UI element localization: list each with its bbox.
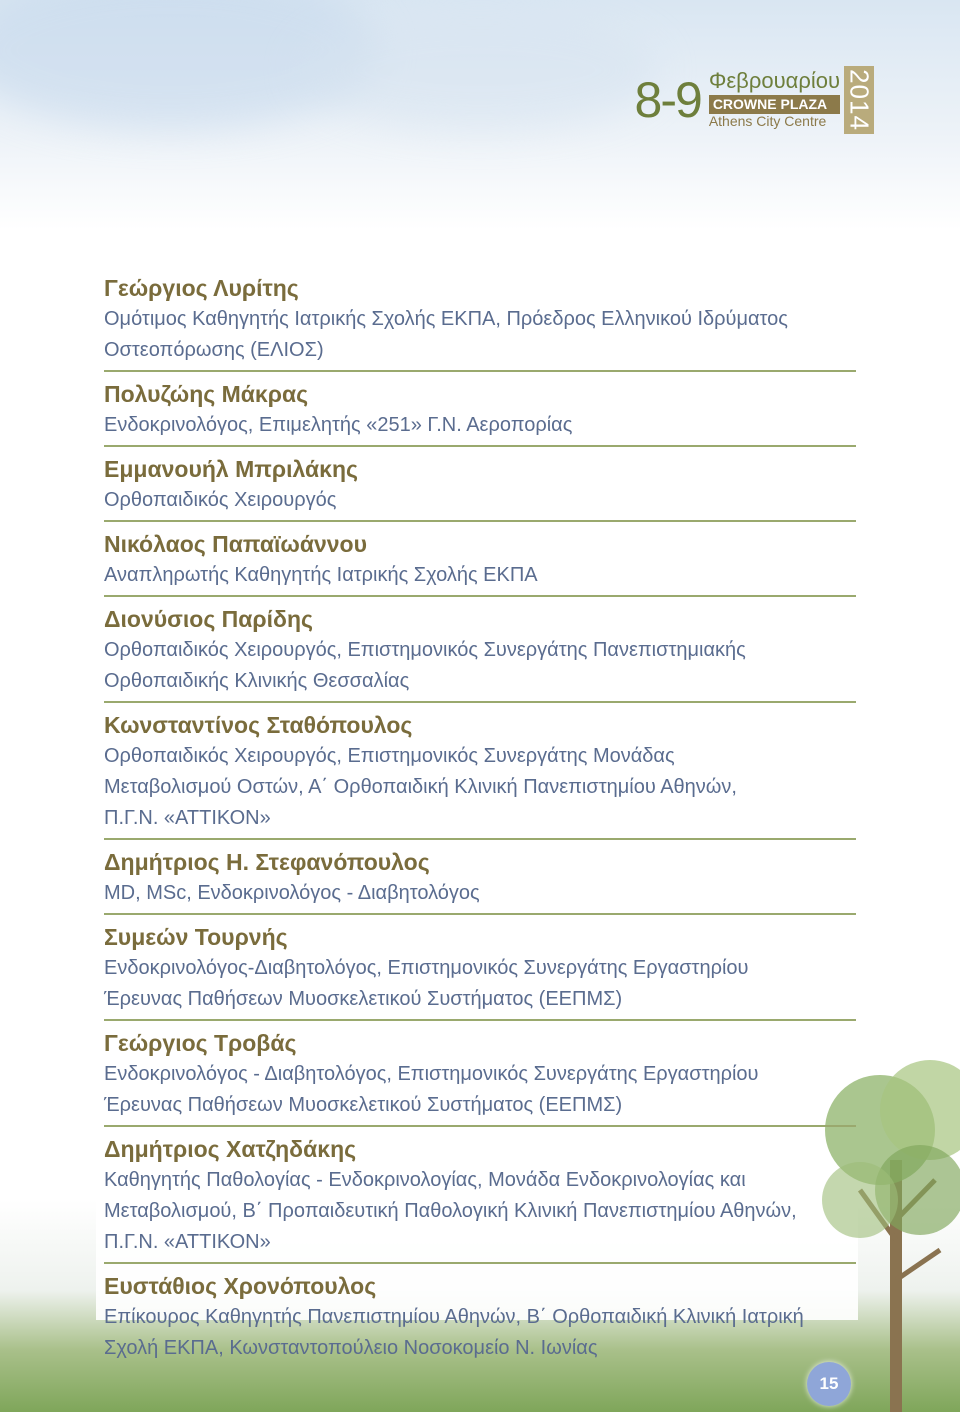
speaker-entry [104,453,856,522]
event-header [635,64,874,136]
event-year: 2014 [844,69,875,131]
event-year-box [844,66,874,134]
speaker-name: Ευστάθιος Χρονόπουλος [104,1273,377,1299]
speaker-name: Διονύσιος Παρίδης [104,606,313,632]
speaker-description-line: Καθηγητής Παθολογίας - Ενδοκρινολογίας, Μονάδα Ενδοκρινολογίας και [104,1169,746,1191]
speaker-description-line: Μεταβολισμού Οστών, Α΄ Ορθοπαιδική Κλινική Πανεπιστημίου Αθηνών, [104,776,737,798]
event-month: Φεβρουαρίου [708,68,840,94]
speaker-description-line: Έρευνας Παθήσεων Μυοσκελετικού Συστήματος (ΕΕΠΜΣ) [104,1094,623,1116]
speaker-description-line: Έρευνας Παθήσεων Μυοσκελετικού Συστήματος (ΕΕΠΜΣ) [104,988,623,1010]
speaker-name: Εμμανουήλ Μπριλάκης [104,456,358,482]
speaker-entry [104,846,856,915]
sky-cloud [300,10,660,130]
event-info [709,70,840,129]
speaker-description-line: Επίκουρος Καθηγητής Πανεπιστημίου Αθηνών, Β΄ Ορθοπαιδική Κλινική Ιατρική [104,1306,804,1328]
speaker-name: Δημήτριος Χατζηδάκης [104,1136,357,1162]
speaker-description-line: Ενδοκρινολόγος, Επιμελητής «251» Γ.Ν. Αεροπορίας [104,414,573,436]
speaker-name: Νικόλαος Παπαϊωάννου [104,531,367,557]
speaker-description-line: Σχολή ΕΚΠΑ, Κωνσταντοπούλειο Νοσοκομείο Ν. Ιωνίας [104,1337,598,1359]
speaker-name: Δημήτριος Η. Στεφανόπουλος [104,849,430,875]
event-dates: 8-9 [634,72,701,128]
page-number-badge: 15 [807,1362,851,1406]
speaker-description-line: Αναπληρωτής Καθηγητής Ιατρικής Σχολής ΕΚΠΑ [104,564,538,586]
speaker-entry [104,709,856,840]
speaker-description-line: Ορθοπαιδικής Κλινικής Θεσσαλίας [104,670,410,692]
speaker-name: Συμεών Τουρνής [104,924,288,950]
speaker-description-line: Π.Γ.Ν. «ΑΤΤΙΚΟΝ» [104,807,271,829]
speaker-entry [104,603,856,703]
speaker-name: Γεώργιος Τροβάς [104,1030,297,1056]
venue-city: Athens City Centre [708,113,827,130]
speaker-description-line: Ορθοπαιδικός Χειρουργός [104,489,337,511]
speaker-name: Γεώργιος Λυρίτης [104,275,299,301]
speaker-list [104,272,856,1374]
speaker-entry [104,528,856,597]
speaker-description-line: Ενδοκρινολόγος-Διαβητολόγος, Επιστημονικός Συνεργάτης Εργαστηρίου [104,957,749,979]
speaker-entry [104,378,856,447]
speaker-description-line: Οστεοπόρωσης (ΕΛΙΟΣ) [104,339,324,361]
speaker-description-line: Ορθοπαιδικός Χειρουργός, Επιστημονικός Συνεργάτης Πανεπιστημιακής [104,639,746,661]
speaker-entry [104,921,856,1021]
speaker-entry [104,1133,856,1264]
speaker-description-line: Ομότιμος Καθηγητής Ιατρικής Σχολής ΕΚΠΑ, Πρόεδρος Ελληνικού Ιδρύματος [104,308,788,330]
speaker-description-line: Ορθοπαιδικός Χειρουργός, Επιστημονικός Συνεργάτης Μονάδας [104,745,675,767]
speaker-description-line: Π.Γ.Ν. «ΑΤΤΙΚΟΝ» [104,1231,271,1253]
speaker-entry [104,1270,856,1368]
venue-name: CROWNE PLAZA [709,95,840,114]
speaker-description-line: MD, MSc, Ενδοκρινολόγος - Διαβητολόγος [104,882,480,904]
speaker-description-line: Ενδοκρινολόγος - Διαβητολόγος, Επιστημονικός Συνεργάτης Εργαστηρίου [104,1063,759,1085]
speaker-name: Πολυζώης Μάκρας [104,381,309,407]
speaker-name: Κωνσταντίνος Σταθόπουλος [104,712,413,738]
speaker-description-line: Μεταβολισμού, Β΄ Προπαιδευτική Παθολογική Κλινική Πανεπιστημίου Αθηνών, [104,1200,797,1222]
speaker-entry [104,1027,856,1127]
speaker-entry [104,272,856,372]
